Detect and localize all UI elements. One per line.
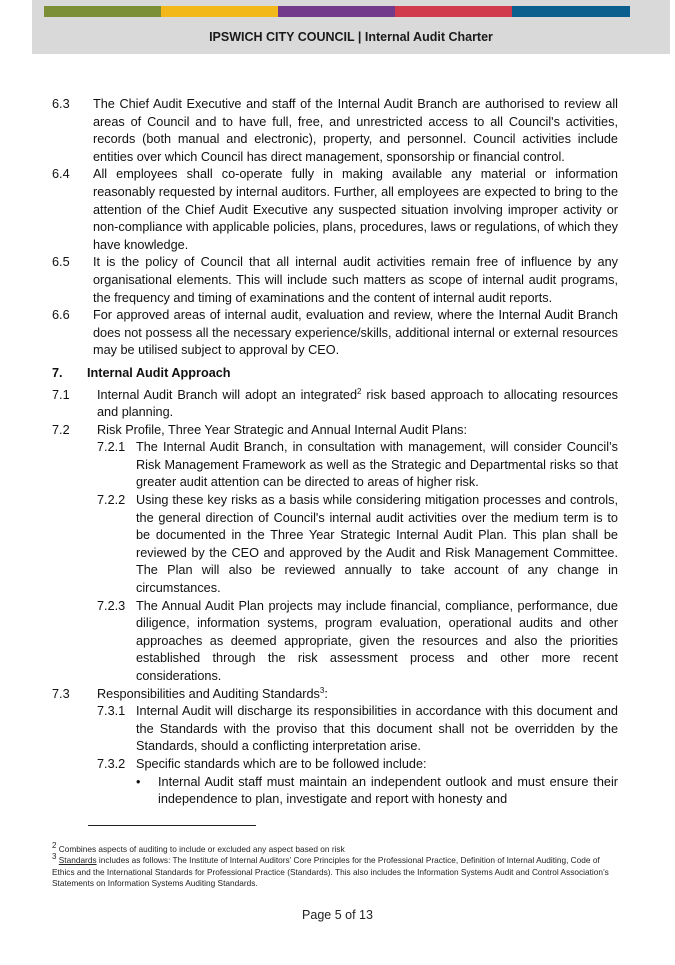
subclause-text: Specific standards which are to be followed include: (136, 756, 427, 771)
clause-text: All employees shall co-operate fully in making available any material or information reasonably requested by internal auditors. Further, all employees are expected to bring to the attention of the Chief Audit Executive any suspected situation involving improper activity or non-compliance with applicable policies, plans, procedures, laws or regulations, of which they have knowledge. (93, 167, 618, 252)
footnote-text: includes as follows: The Institute of Internal Auditors’ Core Principles for the Professional Practice, Definition of Internal Auditing, Code of Ethics and the International Standards for Professional Practice (Standards). This also includes the Information Systems Audit and Control Association’s Statements on Information Systems Auditing Standards. (52, 855, 609, 889)
header-color-bar-5 (512, 6, 630, 17)
subclause-number: 7.2.1 (97, 440, 126, 455)
clause-6-4 (52, 166, 618, 254)
clause-6-5 (52, 254, 618, 307)
clause-6-3 (52, 96, 618, 166)
clause-number: 7.1 (52, 387, 70, 402)
clause-text-part-a: Internal Audit Branch will adopt an integrated (97, 387, 358, 402)
clause-number: 6.3 (52, 97, 70, 111)
bullet-item (136, 774, 618, 809)
clause-text: The Chief Audit Executive and staff of the Internal Audit Branch are authorised to review all areas of Council and to have full, free, and unrestricted access to all Council's activities, records (both manual and electronic), property, and personnel. Council activities include entities over which Council has direct management, sponsorship or financial control. (93, 97, 618, 164)
clause-6-6 (52, 307, 618, 360)
header-color-bar-2 (161, 6, 278, 17)
footnote-mark: 3 (52, 852, 57, 862)
subclause-number: 7.3.2 (97, 756, 126, 771)
footnote-separator (88, 825, 256, 826)
section-7-clauses (52, 387, 618, 809)
bullet-icon: • (136, 774, 141, 789)
clause-number: 6.6 (52, 308, 70, 323)
section-6-clauses (52, 96, 618, 360)
clause-7-2 (52, 422, 618, 440)
header-color-bar-3 (278, 6, 395, 17)
page-header (32, 0, 670, 54)
subclause-text: Using these key risks as a basis while considering mitigation processes and controls, the general direction of Council's internal audit activities over the medium term is to be documented in the Three Year Strategic Internal Audit Plan. This plan shall be reviewed by the CEO and approved by the Audit and Risk Management Committee. The Plan will also be reviewed annually to take account of any change in circumstances. (136, 493, 618, 596)
document-body (52, 96, 618, 809)
header-title: IPSWICH CITY COUNCIL | Internal Audit Charter (209, 30, 493, 44)
footnote-mark: 2 (52, 841, 57, 851)
section-7-heading (52, 365, 618, 383)
clause-text-main: Responsibilities and Auditing Standards (97, 686, 320, 701)
footnote-ref-3[interactable]: 3 (319, 685, 325, 695)
bullet-text: Internal Audit staff must maintain an independent outlook and must ensure their independence to plan, investigate and report with honesty and (158, 774, 618, 807)
clause-7-3 (52, 686, 618, 704)
clause-7-2-1 (97, 439, 618, 492)
subclause-text: Internal Audit will discharge its responsibilities in accordance with this document and the Standards with the proviso that this document shall not be overridden by the Standards, should a conflicting interpretation arise. (136, 704, 618, 754)
subclause-text: The Internal Audit Branch, in consultation with management, will consider Council’s Risk Management Framework as well as the Strategic and Departmental risks so that greater audit attention can be directed to areas of higher risk. (136, 440, 618, 490)
clause-number: 7.3 (52, 686, 70, 701)
clause-text (97, 686, 618, 704)
clause-number: 6.4 (52, 167, 70, 182)
subclause-number: 7.3.1 (97, 704, 126, 719)
clause-text-part-b: risk based approach to allocating resources and planning. (97, 387, 618, 420)
subclause-number: 7.2.2 (97, 493, 126, 508)
section-number: 7. (52, 365, 63, 380)
section-title: Internal Audit Approach (87, 365, 231, 380)
clause-text: Risk Profile, Three Year Strategic and Annual Internal Audit Plans: (97, 422, 468, 437)
footnotes (52, 841, 620, 890)
subclause-text: The Annual Audit Plan projects may include financial, compliance, performance, due diligence, information systems, program evaluation, operational audits and other approaches as deemed appropriate, given the resources and also the priorities established through the risk assessment process and other more recent considerations. (136, 598, 618, 683)
clause-text-suffix: : (324, 686, 328, 701)
footnote-3 (52, 852, 620, 889)
clause-number: 7.2 (52, 422, 70, 437)
footnote-term: Standards (58, 855, 97, 866)
clause-7-2-3 (97, 598, 618, 686)
footnote-text: Combines aspects of auditing to include or excluded any aspect based on risk (58, 844, 345, 854)
footnote-ref-2[interactable]: 2 (357, 386, 362, 396)
clause-7-3-1 (97, 703, 618, 756)
footnote-2 (52, 841, 620, 855)
clause-7-2-2 (97, 492, 618, 598)
clause-text: For approved areas of internal audit, evaluation and review, where the Internal Audit Branch does not possess all the necessary experience/skills, additional internal or external resources may be utilised subject to approval by CEO. (93, 308, 618, 358)
header-color-bar-1 (44, 6, 161, 17)
clause-text: It is the policy of Council that all internal audit activities remain free of influence by any organisational elements. This will include such matters as scope of internal audit programs, the frequency and timing of examinations and the content of internal audit reports. (93, 255, 618, 305)
clause-text (97, 387, 618, 422)
clause-7-3-2 (97, 756, 618, 774)
clause-number: 6.5 (52, 255, 70, 270)
subclause-number: 7.2.3 (97, 598, 126, 613)
clause-7-1 (52, 387, 618, 422)
page-number: Page 5 of 13 (302, 908, 373, 922)
header-color-bar-4 (395, 6, 512, 17)
